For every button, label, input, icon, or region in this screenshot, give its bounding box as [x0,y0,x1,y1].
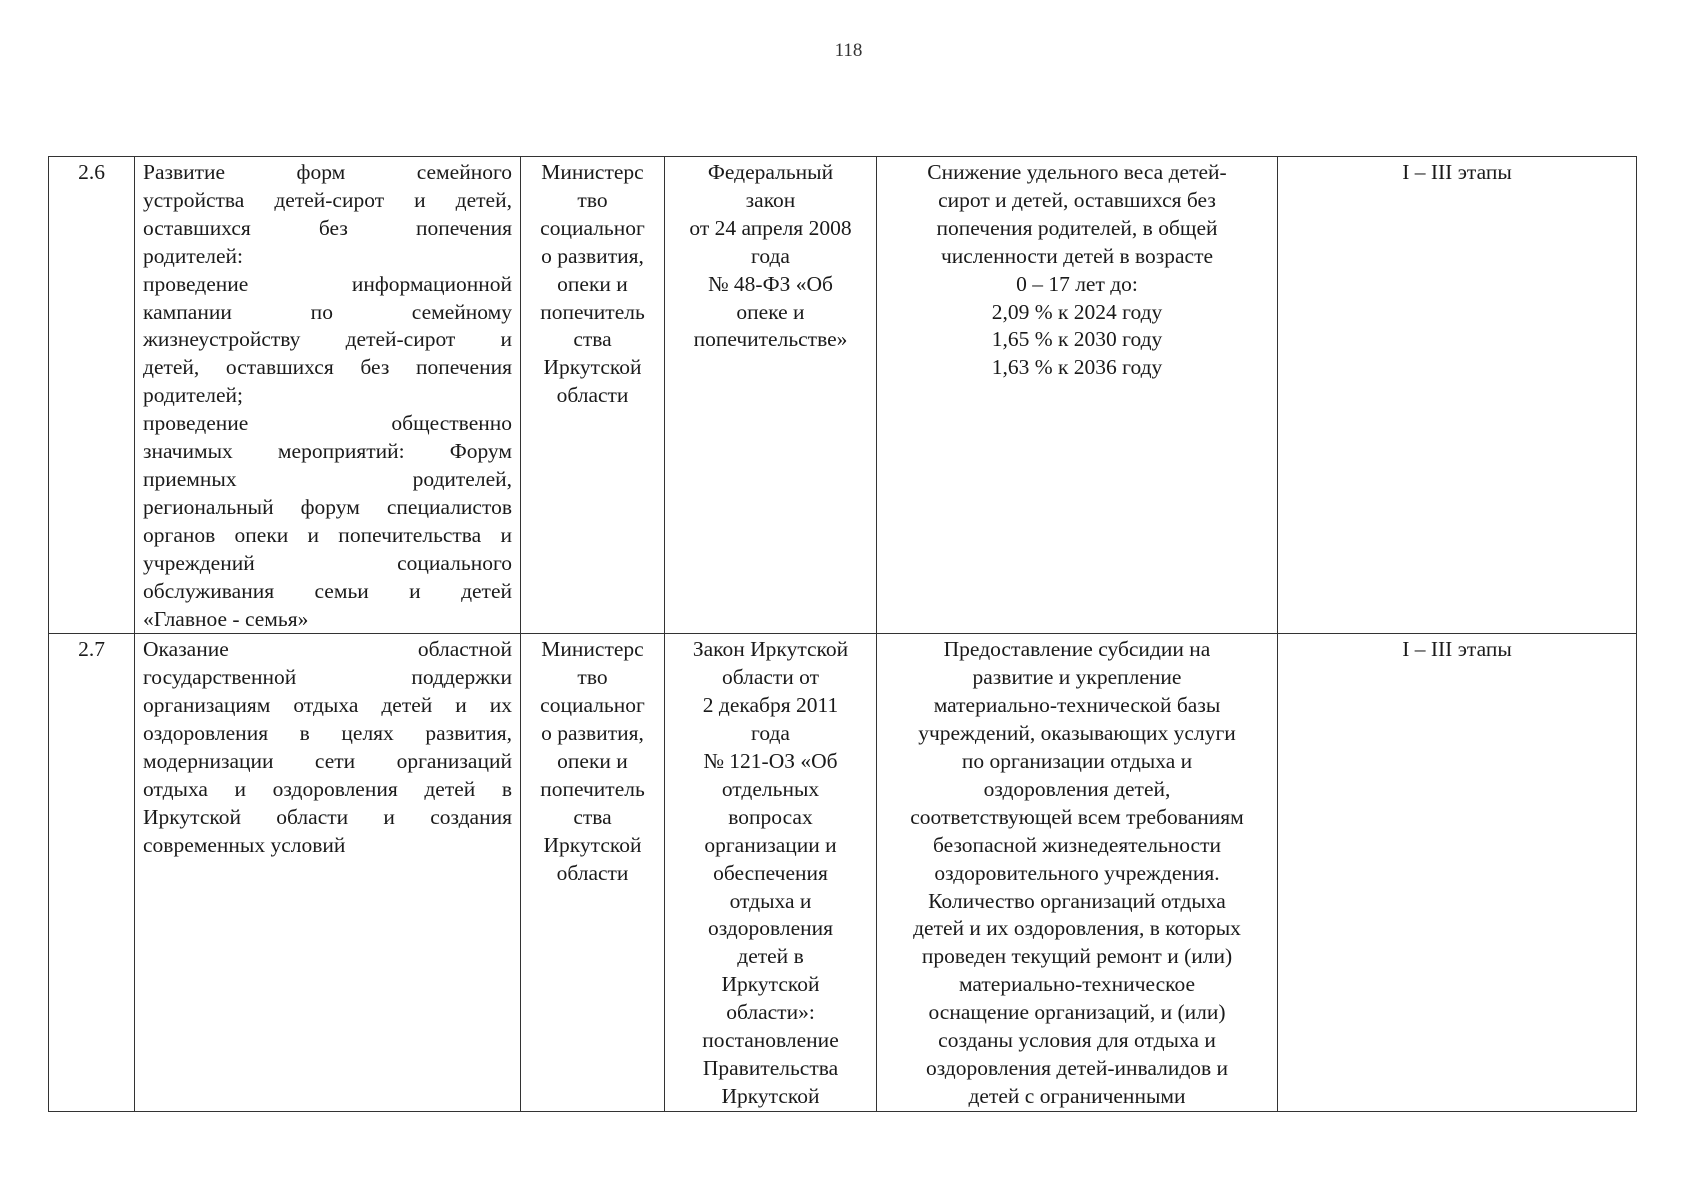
text-line: численности детей в возрасте [940,243,1214,268]
text-line: отдыха и оздоровления детей в [143,776,512,801]
text-line: года [751,243,790,268]
text-line: соответствующей всем требованиям [910,804,1244,829]
text-line: опеки и [557,749,628,774]
text-line: Иркутской [721,1083,820,1108]
text-line: значимых мероприятий: Форум [143,439,512,464]
text-line: родителей: [143,243,244,268]
text-line: детей в [737,944,804,969]
text-line: проведен текущий ремонт и (или) [921,944,1233,969]
text-line: Министерс [541,160,644,184]
measure-description [135,634,521,1111]
legal-basis [665,157,877,634]
text-line: Правительства [702,1056,839,1080]
text-line: тво [577,187,608,212]
text-line: детей с ограниченными [968,1083,1186,1108]
expected-result [877,157,1278,634]
executor [521,634,665,1111]
text-line: социальног [540,693,645,718]
text-line: постановление [702,1028,839,1053]
text-line: оснащение организаций, и (или) [928,1000,1226,1025]
text-line: региональный форум специалистов [143,494,512,519]
text-line: материально-техническое [958,972,1196,997]
text-line: модернизации сети организаций [143,749,512,774]
text-line: приемных родителей, [143,466,512,491]
text-line: ства [573,327,612,352]
executor [521,157,665,634]
text-line: Количество организаций отдыха [928,888,1226,913]
stages: I – III этапы [1278,634,1637,1111]
legal-basis [665,634,877,1111]
expected-result [877,634,1278,1111]
text-line: «Главное - семья» [143,606,309,631]
text-line: детей и их оздоровления, в которых [913,916,1241,941]
text-line: развитие и укрепление [972,665,1182,690]
text-line: социальног [540,215,645,240]
text-line: Снижение удельного веса детей- [927,160,1227,184]
text-line: области от [721,665,820,690]
text-line: опеки и [557,271,628,296]
text-line: о развития, [541,721,644,746]
text-line: Предоставление субсидии на [943,637,1211,662]
text-line: опеке и [736,299,805,324]
stages: I – III этапы [1278,157,1637,634]
text-line: детей, оставшихся без попечения [143,355,512,380]
text-line: оздоровления детей-инвалидов и [925,1056,1229,1080]
text-line: области»: [726,1000,815,1025]
text-line: 2 декабря 2011 [702,693,839,718]
text-line: организациям отдыха детей и их [143,693,512,718]
row-number: 2.7 [49,634,135,1111]
text-line: учреждений социального [143,550,512,575]
text-line: органов опеки и попечительства и [143,522,512,547]
text-line: о развития, [541,243,644,268]
text-line: современных условий [143,832,346,857]
text-line: Министерс [541,637,644,662]
text-line: 1,63 % к 2036 году [991,355,1163,380]
text-line: от 24 апреля 2008 [689,215,852,240]
text-line: 2,09 % к 2024 году [991,299,1163,324]
text-line: организации и [704,832,837,857]
measure-description [135,157,521,634]
text-line: Закон Иркутской [692,637,849,662]
text-line: 0 – 17 лет до: [1016,271,1138,296]
text-line: безопасной жизнедеятельности [932,832,1221,857]
row-number: 2.6 [49,157,135,634]
text-line: созданы условия для отдыха и [938,1028,1216,1053]
text-line: попечитель [540,776,645,801]
text-line: проведение информационной [143,271,512,296]
text-line: отдельных [721,776,820,801]
text-line: 1,65 % к 2030 году [991,327,1163,352]
text-line: № 121-ОЗ «Об [703,749,838,774]
text-line: оздоровительного учреждения. [934,860,1220,885]
text-line: Оказание областной [143,637,512,662]
text-line: вопросах [728,804,813,829]
text-line: обеспечения [713,860,828,885]
text-line: попечительстве» [693,327,848,352]
text-line: оставшихся без попечения [143,215,512,240]
text-line: ства [573,804,612,829]
text-line: проведение общественно [143,411,512,436]
text-line: отдыха и [729,888,812,913]
text-line: попечения родителей, в общей [936,215,1218,240]
text-line: Иркутской области и создания [143,804,512,829]
table-row [49,634,1637,1111]
text-line: кампании по семейному [143,299,512,324]
text-line: по организации отдыха и [961,749,1193,774]
text-line: Развитие форм семейного [143,160,512,184]
text-line: устройства детей-сирот и детей, [143,187,512,212]
text-line: № 48-ФЗ «Об [708,271,833,296]
text-line: учреждений, оказывающих услуги [918,721,1236,746]
text-line: Иркутской [543,832,642,857]
text-line: обслуживания семьи и детей [143,578,512,603]
text-line: государственной поддержки [143,665,512,690]
text-line: попечитель [540,299,645,324]
text-line: Федеральный [707,160,834,184]
text-line: тво [577,665,608,690]
text-line: года [751,721,790,746]
text-line: оздоровления детей, [983,776,1171,801]
page-number: 118 [834,40,863,61]
text-line: родителей; [143,383,244,408]
text-line: области [556,860,629,885]
text-line: закон [745,187,796,212]
text-line: оздоровления в целях развития, [143,721,512,746]
text-line: сирот и детей, оставшихся без [938,187,1216,212]
text-line: материально-технической базы [933,693,1221,718]
text-line: Иркутской [721,972,820,997]
table-row [49,157,1637,634]
text-line: Иркутской [543,355,642,380]
text-line: жизнеустройству детей-сирот и [143,327,512,352]
text-line: области [556,383,629,408]
text-line: оздоровления [707,916,834,941]
measures-table [48,156,1637,1112]
